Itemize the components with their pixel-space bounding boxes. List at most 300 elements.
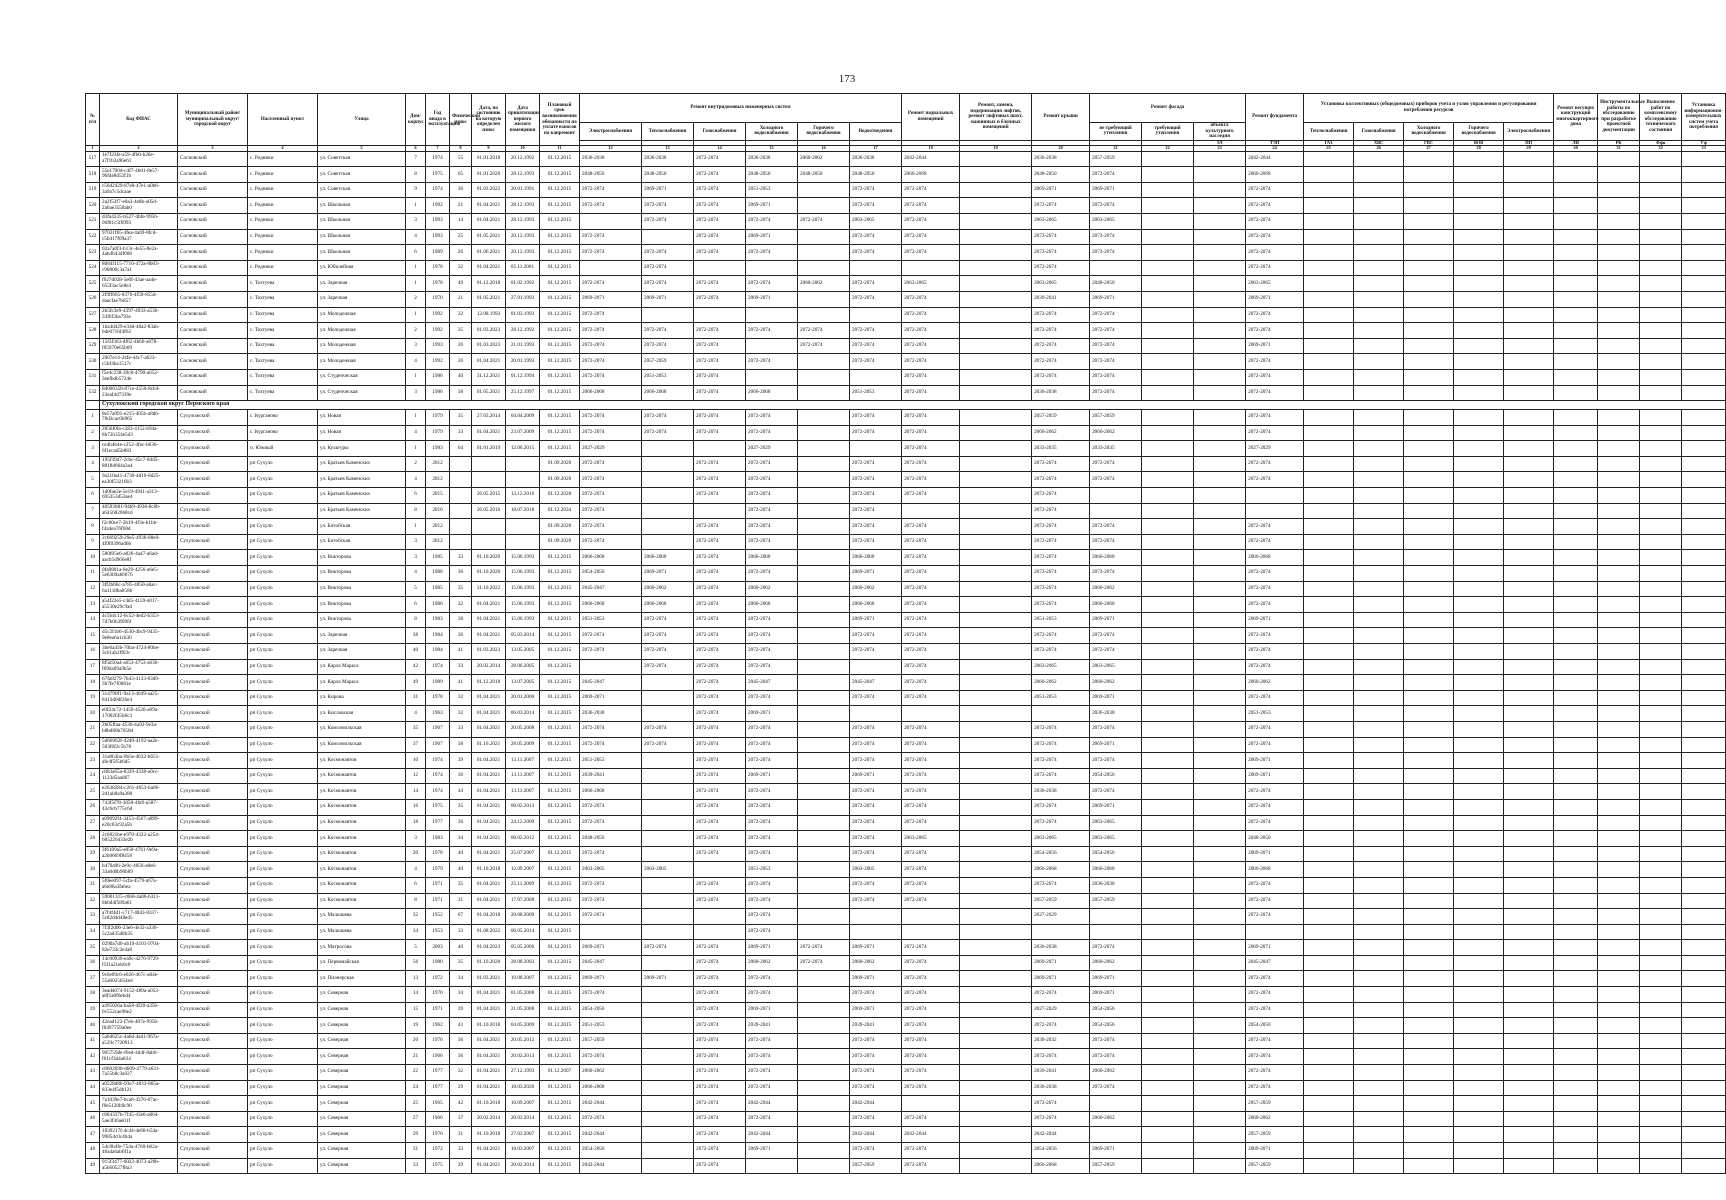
repair-period-cell [1404, 1002, 1454, 1018]
repair-period-cell [1454, 1065, 1504, 1081]
repair-period-cell: 2072-2074 [694, 1002, 746, 1018]
street-cell: ул. Новая [318, 410, 406, 426]
repair-period-cell [1640, 182, 1682, 198]
deadline-cell: 01.12.2015 [540, 307, 580, 323]
wear-cell: 38 [450, 737, 472, 753]
row-number: 16 [86, 644, 100, 660]
repair-period-cell: 2072-2074 [642, 323, 694, 339]
repair-period-cell [1142, 260, 1194, 276]
inclusion-date-cell: 31.10.2022 [472, 581, 506, 597]
house-cell: 4 [406, 706, 426, 722]
repair-period-cell [1194, 955, 1246, 971]
repair-period-cell [1194, 659, 1246, 675]
repair-period-cell: 2072-2074 [1032, 566, 1090, 582]
repair-period-cell: 2066-2068 [580, 597, 642, 613]
section-spacer [86, 401, 100, 410]
repair-period-cell: 2072-2074 [902, 472, 960, 488]
repair-period-cell [1142, 971, 1194, 987]
house-cell: 1 [406, 307, 426, 323]
repair-period-cell [1194, 690, 1246, 706]
repair-period-cell [642, 503, 694, 519]
repair-period-cell [1504, 198, 1554, 214]
built-year-cell: 1974 [426, 151, 450, 167]
repair-period-cell: 2072-2074 [1090, 721, 1142, 737]
house-cell: 8 [406, 612, 426, 628]
repair-period-cell: 2045-2047 [1246, 955, 1304, 971]
repair-period-cell [850, 369, 902, 385]
table-row [86, 1049, 1726, 1065]
repair-period-cell: 2072-2074 [746, 644, 798, 660]
repair-period-cell: 2072-2074 [694, 519, 746, 535]
repair-period-cell: 2072-2074 [694, 323, 746, 339]
repair-period-cell [1354, 519, 1404, 535]
repair-period-cell: 2072-2074 [850, 1080, 902, 1096]
settlement-cell: рп Сухуло [248, 831, 318, 847]
repair-period-cell: 2072-2074 [1090, 198, 1142, 214]
column-number: 31 [1598, 146, 1640, 151]
street-cell: ул. Северная [318, 1049, 406, 1065]
deadline-cell: 01.09.2020 [540, 519, 580, 535]
repair-period-cell [1598, 488, 1640, 504]
repair-period-cell [1304, 644, 1354, 660]
house-cell: 1 [406, 519, 426, 535]
repair-period-cell: 2072-2074 [1246, 784, 1304, 800]
repair-period-cell [1142, 690, 1194, 706]
inclusion-date-cell: 01.04.2021 [472, 815, 506, 831]
row-number: 22 [86, 737, 100, 753]
wear-cell: 33 [450, 1143, 472, 1159]
house-cell: 32 [406, 909, 426, 925]
repair-period-cell: 2072-2074 [1090, 167, 1142, 183]
repair-period-cell: 2072-2074 [746, 425, 798, 441]
table-row [86, 784, 1726, 800]
repair-period-cell [1454, 503, 1504, 519]
wear-cell: 35 [450, 323, 472, 339]
district-cell: Сухуложский [178, 721, 248, 737]
repair-period-cell [642, 799, 694, 815]
repair-period-cell: 2060-2062 [580, 1065, 642, 1081]
repair-period-cell: 2048-2050 [1032, 167, 1090, 183]
fias-code: 31a0b3ba-0b5e-4632-b651-afe4f5f5b6d5 [100, 753, 178, 769]
repair-period-cell [1554, 182, 1598, 198]
repair-period-cell [1554, 307, 1598, 323]
repair-period-cell: 2069-2071 [746, 1002, 798, 1018]
repair-period-cell [1504, 955, 1554, 971]
repair-period-cell [1454, 425, 1504, 441]
street-cell: ул. Карла Маркса [318, 659, 406, 675]
repair-period-cell [1404, 1127, 1454, 1143]
repair-period-cell [798, 1158, 850, 1174]
repair-period-cell [1404, 987, 1454, 1003]
repair-period-cell: 2072-2074 [902, 229, 960, 245]
repair-period-cell [1194, 260, 1246, 276]
house-cell: 25 [406, 1096, 426, 1112]
deadline-cell: 01.12.2015 [540, 831, 580, 847]
repair-period-cell: 2072-2074 [1090, 566, 1142, 582]
repair-period-cell [1554, 659, 1598, 675]
col-m-hot: Горячего водоснабжения [1454, 123, 1504, 141]
repair-period-cell [1640, 1065, 1682, 1081]
repair-period-cell [1504, 229, 1554, 245]
repair-period-cell: 2069-2071 [746, 768, 798, 784]
repair-period-cell [1194, 721, 1246, 737]
repair-period-cell [1504, 1049, 1554, 1065]
row-number: 38 [86, 987, 100, 1003]
repair-period-cell: 2066-2068 [746, 597, 798, 613]
house-cell: 19 [406, 1018, 426, 1034]
repair-period-cell [1640, 260, 1682, 276]
repair-period-cell [1142, 488, 1194, 504]
street-cell: ул. Викторова [318, 581, 406, 597]
repair-period-cell [798, 862, 850, 878]
col-meters-group: Установка коллективных (общедомовых) приборов учета и узлов управления и регулирования потребления ресурсов [1304, 94, 1554, 123]
repair-period-cell [1354, 612, 1404, 628]
district-cell: Сосновский [178, 338, 248, 354]
street-cell: ул. Братьев Каменских [318, 503, 406, 519]
repair-period-cell: 2072-2074 [694, 229, 746, 245]
col-structures: Ремонт несущих конструкций многоквартирного дома [1554, 94, 1598, 141]
repair-period-cell [1554, 151, 1598, 167]
house-cell: 3 [406, 534, 426, 550]
settlement-cell: рп Сухуло [248, 597, 318, 613]
repair-period-cell [1598, 1065, 1640, 1081]
repair-period-cell [1354, 1143, 1404, 1159]
repair-period-cell [1404, 229, 1454, 245]
repair-period-cell [960, 550, 1032, 566]
repair-period-cell: 2072-2074 [694, 1158, 746, 1174]
repair-period-cell [960, 503, 1032, 519]
repair-period-cell [1682, 1018, 1726, 1034]
repair-period-cell [960, 909, 1032, 925]
repair-period-cell: 2072-2074 [746, 276, 798, 292]
repair-period-cell [1682, 690, 1726, 706]
repair-period-cell: 2069-2071 [1246, 768, 1304, 784]
repair-period-cell [1640, 1127, 1682, 1143]
repair-period-cell: 2072-2074 [902, 721, 960, 737]
repair-period-cell: 2072-2074 [1032, 1018, 1090, 1034]
repair-period-cell: 2072-2074 [902, 550, 960, 566]
repair-period-cell: 2072-2074 [694, 1111, 746, 1127]
repair-period-cell: 2072-2074 [1032, 753, 1090, 769]
wear-cell: 33 [450, 659, 472, 675]
deadline-cell: 01.12.2015 [540, 198, 580, 214]
repair-period-cell [1554, 566, 1598, 582]
repair-period-cell [1554, 198, 1598, 214]
repair-period-cell [1554, 597, 1598, 613]
repair-period-cell: 2072-2074 [746, 1049, 798, 1065]
repair-period-cell [746, 307, 798, 323]
repair-period-cell: 2072-2074 [1090, 519, 1142, 535]
inclusion-date-cell: 01.04.2018 [472, 909, 506, 925]
settlement-cell: с. Родники [248, 167, 318, 183]
repair-period-cell [1142, 229, 1194, 245]
row-number: 15 [86, 628, 100, 644]
repair-period-cell: 2072-2074 [1246, 1049, 1304, 1065]
repair-period-cell: 2072-2074 [850, 198, 902, 214]
repair-period-cell [798, 768, 850, 784]
repair-period-cell: 2072-2074 [580, 488, 642, 504]
repair-period-cell [1640, 659, 1682, 675]
repair-period-cell [1354, 198, 1404, 214]
inclusion-date-cell: 01.04.2021 [472, 706, 506, 722]
repair-period-cell [1354, 971, 1404, 987]
row-number: 11 [86, 566, 100, 582]
repair-period-cell [960, 940, 1032, 956]
repair-period-cell: 2072-2074 [1032, 1096, 1090, 1112]
repair-period-cell: 2072-2074 [1246, 519, 1304, 535]
street-cell: ул. Космонавтов [318, 799, 406, 815]
built-year-cell: 1979 [426, 862, 450, 878]
house-cell: 24 [406, 1080, 426, 1096]
repair-period-cell [1504, 1127, 1554, 1143]
built-year-cell: 1986 [426, 369, 450, 385]
repair-period-cell [1598, 151, 1640, 167]
repair-period-cell [1554, 229, 1598, 245]
repair-period-cell [1304, 1065, 1354, 1081]
section-row [86, 401, 1726, 410]
repair-period-cell: 2060-2062 [1032, 425, 1090, 441]
row-number: 527 [86, 307, 100, 323]
house-cell: 12 [406, 768, 426, 784]
street-cell: ул. Заречная [318, 628, 406, 644]
repair-period-cell [1354, 167, 1404, 183]
table-row [86, 1127, 1726, 1143]
repair-period-cell [1142, 307, 1194, 323]
built-year-cell: 1975 [426, 1158, 450, 1174]
repair-period-cell [1404, 831, 1454, 847]
built-year-cell: 1967 [426, 737, 450, 753]
repair-period-cell: 2072-2074 [746, 213, 798, 229]
repair-period-cell: 2072-2074 [1246, 597, 1304, 613]
district-cell: Сухуложский [178, 534, 248, 550]
repair-period-cell: 2072-2074 [902, 182, 960, 198]
row-number: 523 [86, 245, 100, 261]
deadline-cell: 01.12.2015 [540, 1080, 580, 1096]
column-number: 24 [1246, 146, 1304, 151]
repair-period-cell: 2066-2068 [580, 1080, 642, 1096]
repair-period-cell [960, 1096, 1032, 1112]
repair-period-cell [1354, 291, 1404, 307]
wear-cell: 33 [450, 924, 472, 940]
row-number: 23 [86, 753, 100, 769]
repair-period-cell: 2072-2074 [694, 581, 746, 597]
wear-cell: 32 [450, 307, 472, 323]
repair-period-cell [1454, 690, 1504, 706]
repair-period-cell [1640, 167, 1682, 183]
wear-cell: 40 [450, 940, 472, 956]
repair-period-cell: 2069-2071 [850, 768, 902, 784]
repair-period-cell [1404, 441, 1454, 457]
repair-period-cell: 2072-2074 [580, 323, 642, 339]
settlement-cell: рп Сухуло [248, 1065, 318, 1081]
repair-period-cell: 2069-2071 [1090, 690, 1142, 706]
settlement-cell: рп Сухуло [248, 1158, 318, 1174]
wear-cell: 33 [450, 425, 472, 441]
repair-period-cell: 2072-2074 [902, 612, 960, 628]
street-cell: ул. Школьная [318, 229, 406, 245]
repair-period-cell: 2072-2074 [694, 534, 746, 550]
deadline-cell: 01.12.2015 [540, 229, 580, 245]
house-cell: 2 [406, 323, 426, 339]
settlement-cell: с. Родники [248, 213, 318, 229]
repair-period-cell [1304, 369, 1354, 385]
repair-period-cell: 2072-2074 [746, 737, 798, 753]
built-year-cell: 1980 [426, 955, 450, 971]
repair-period-cell [1504, 737, 1554, 753]
repair-period-cell [642, 955, 694, 971]
privatization-date-cell [506, 456, 540, 472]
repair-period-cell [1682, 229, 1726, 245]
repair-period-cell [1640, 245, 1682, 261]
repair-period-cell [1598, 628, 1640, 644]
repair-period-cell [1554, 815, 1598, 831]
table-row [86, 799, 1726, 815]
repair-period-cell [1454, 924, 1504, 940]
deadline-cell: 01.12.2015 [540, 410, 580, 426]
col-facade-heritage: объекта культурного наследия [1194, 123, 1246, 141]
repair-period-cell [1454, 550, 1504, 566]
repair-period-cell [642, 456, 694, 472]
repair-period-cell: 2072-2074 [798, 940, 850, 956]
repair-period-cell: 2072-2074 [850, 1111, 902, 1127]
repair-period-cell: 2051-2053 [746, 862, 798, 878]
built-year-cell: 1977 [426, 1080, 450, 1096]
repair-period-cell [1504, 877, 1554, 893]
repair-period-cell: 2072-2074 [850, 410, 902, 426]
street-cell: ул. Комсомольская [318, 721, 406, 737]
row-number: 26 [86, 799, 100, 815]
col-m-cold: Холодного водоснабжения [1404, 123, 1454, 141]
repair-period-cell: 2072-2074 [694, 1033, 746, 1049]
inclusion-date-cell: 01.04.2021 [472, 768, 506, 784]
repair-period-cell: 2072-2074 [1032, 229, 1090, 245]
repair-period-cell: 2060-2062 [1090, 675, 1142, 691]
code-cell: ПП [1504, 140, 1554, 145]
repair-period-cell [1194, 167, 1246, 183]
row-number: 517 [86, 151, 100, 167]
repair-period-cell [1304, 385, 1354, 401]
repair-period-cell [1454, 675, 1504, 691]
inclusion-date-cell: 01.05.2021 [472, 291, 506, 307]
built-year-cell: 1977 [426, 815, 450, 831]
repair-period-cell: 2072-2074 [694, 831, 746, 847]
repair-period-cell: 2066-2068 [642, 597, 694, 613]
repair-period-cell: 2072-2074 [850, 276, 902, 292]
repair-period-cell: 2072-2074 [1032, 581, 1090, 597]
repair-period-cell: 2072-2074 [902, 737, 960, 753]
repair-period-cell: 2072-2074 [694, 721, 746, 737]
repair-period-cell: 2072-2074 [850, 245, 902, 261]
repair-period-cell [798, 784, 850, 800]
repair-period-cell [1246, 488, 1304, 504]
repair-period-cell: 2072-2074 [694, 291, 746, 307]
repair-period-cell [1354, 799, 1404, 815]
repair-period-cell: 2066-2068 [580, 385, 642, 401]
repair-period-cell [1640, 369, 1682, 385]
repair-period-cell: 2069-2071 [642, 291, 694, 307]
repair-period-cell [1640, 971, 1682, 987]
repair-period-cell [798, 354, 850, 370]
repair-period-cell: 2072-2074 [1032, 644, 1090, 660]
wear-cell: 33 [450, 550, 472, 566]
repair-period-cell [1194, 323, 1246, 339]
house-cell: 3 [406, 831, 426, 847]
repair-period-cell [1682, 245, 1726, 261]
repair-period-cell [1404, 612, 1454, 628]
repair-period-cell [1640, 1143, 1682, 1159]
repair-period-cell [1194, 410, 1246, 426]
wear-cell: 35 [450, 877, 472, 893]
wear-cell: 41 [450, 644, 472, 660]
district-cell: Сухуложский [178, 940, 248, 956]
column-number: 6 [406, 146, 426, 151]
privatization-date-cell: 20.03.2014 [506, 1111, 540, 1127]
table-row [86, 1033, 1726, 1049]
repair-period-cell [1354, 815, 1404, 831]
repair-period-cell [1404, 940, 1454, 956]
privatization-date-cell: 15.06.1993 [506, 566, 540, 582]
deadline-cell: 01.12.2015 [540, 659, 580, 675]
table-row [86, 753, 1726, 769]
street-cell: ул. Матросова [318, 940, 406, 956]
repair-period-cell [1504, 581, 1554, 597]
repair-period-cell [1354, 472, 1404, 488]
repair-period-cell: 2030-2032 [1032, 1033, 1090, 1049]
privatization-date-cell: 20.12.1993 [506, 229, 540, 245]
repair-period-cell [1194, 971, 1246, 987]
repair-period-cell [902, 503, 960, 519]
repair-period-cell [1554, 245, 1598, 261]
repair-period-cell [1404, 323, 1454, 339]
repair-period-cell [642, 1143, 694, 1159]
repair-period-cell: 2060-2062 [746, 955, 798, 971]
street-cell: ул. Северная [318, 1033, 406, 1049]
fias-code: 42ead122-f7eb-487e-9956-f8497759a0ee [100, 1018, 178, 1034]
wear-cell: 32 [450, 1065, 472, 1081]
column-number: 20 [1032, 146, 1090, 151]
privatization-date-cell: 12.06.2015 [506, 441, 540, 457]
repair-period-cell: 2072-2074 [694, 550, 746, 566]
settlement-cell: рп Сухуло [248, 566, 318, 582]
repair-period-cell: 2054-2056 [580, 566, 642, 582]
wear-cell: 40 [450, 846, 472, 862]
privatization-date-cell: 25.07.2007 [506, 846, 540, 862]
house-cell: 4 [406, 566, 426, 582]
repair-period-cell [1598, 1033, 1640, 1049]
column-number: 23 [1194, 146, 1246, 151]
col-basements: Ремонт подвальных помещений [902, 94, 960, 141]
repair-period-cell [1404, 924, 1454, 940]
inclusion-date-cell: 01.04.2021 [472, 1002, 506, 1018]
wear-cell: 39 [450, 1002, 472, 1018]
repair-period-cell [1142, 768, 1194, 784]
repair-period-cell [1194, 213, 1246, 229]
repair-period-cell: 2069-2071 [746, 1143, 798, 1159]
repair-period-cell [798, 706, 850, 722]
repair-period-cell [1194, 940, 1246, 956]
built-year-cell: 1966 [426, 1049, 450, 1065]
repair-period-cell [798, 753, 850, 769]
repair-period-cell [960, 737, 1032, 753]
repair-period-cell: 2072-2074 [798, 338, 850, 354]
repair-period-cell [1454, 706, 1504, 722]
repair-period-cell: 2072-2074 [580, 877, 642, 893]
repair-period-cell [1404, 488, 1454, 504]
repair-period-cell [798, 291, 850, 307]
repair-period-cell: 2072-2074 [1032, 488, 1090, 504]
privatization-date-cell: 15.06.1993 [506, 612, 540, 628]
repair-period-cell [960, 784, 1032, 800]
